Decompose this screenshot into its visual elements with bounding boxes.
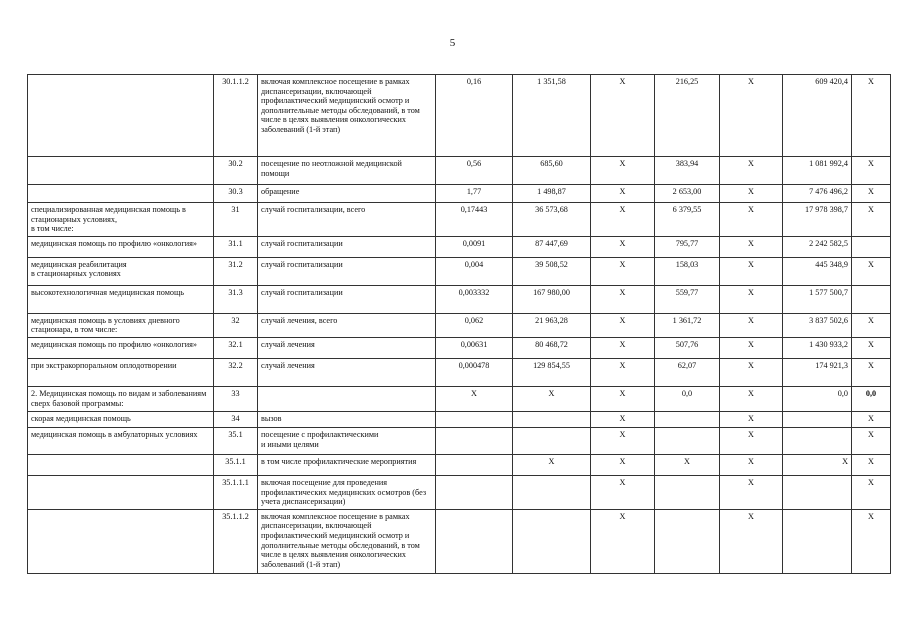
row-name bbox=[28, 75, 214, 157]
cell-col7 bbox=[852, 285, 891, 313]
cell-col7: Х bbox=[852, 75, 891, 157]
cell-col5: Х bbox=[720, 203, 783, 237]
cell-col3: Х bbox=[591, 157, 655, 185]
row-unit: случай госпитализации bbox=[258, 285, 436, 313]
table-row bbox=[28, 185, 891, 203]
cell-col5: Х bbox=[720, 454, 783, 475]
table-row bbox=[28, 475, 891, 509]
cell-norm bbox=[436, 475, 513, 509]
cell-cost: 87 447,69 bbox=[513, 236, 591, 257]
cell-col5: Х bbox=[720, 427, 783, 454]
table-row bbox=[28, 427, 891, 454]
row-code: 31.1 bbox=[214, 236, 258, 257]
row-name: медицинская помощь в условиях дневного стационара, в том числе: bbox=[28, 313, 214, 337]
cell-norm: 0,004 bbox=[436, 257, 513, 285]
cell-cost bbox=[513, 509, 591, 573]
cell-col4: 216,25 bbox=[655, 75, 720, 157]
cell-col3: Х bbox=[591, 313, 655, 337]
row-unit: обращение bbox=[258, 185, 436, 203]
cell-col7: Х bbox=[852, 411, 891, 427]
cell-col6: 609 420,4 bbox=[783, 75, 852, 157]
row-code: 31 bbox=[214, 203, 258, 237]
cell-col7: Х bbox=[852, 454, 891, 475]
cell-col4: 6 379,55 bbox=[655, 203, 720, 237]
page-number: 5 bbox=[449, 37, 456, 49]
cell-norm: 0,0091 bbox=[436, 236, 513, 257]
cell-col6 bbox=[783, 427, 852, 454]
cell-col3: Х bbox=[591, 337, 655, 358]
cell-col4 bbox=[655, 509, 720, 573]
row-name: медицинская помощь по профилю «онкология» bbox=[28, 337, 214, 358]
cell-col5: Х bbox=[720, 475, 783, 509]
row-code: 33 bbox=[214, 386, 258, 411]
cell-norm: 1,77 bbox=[436, 185, 513, 203]
cell-col3: Х bbox=[591, 185, 655, 203]
cell-col6: 0,0 bbox=[783, 386, 852, 411]
row-unit: случай лечения bbox=[258, 358, 436, 386]
cell-col7: Х bbox=[852, 185, 891, 203]
cell-col6: 7 476 496,2 bbox=[783, 185, 852, 203]
cell-col4: 383,94 bbox=[655, 157, 720, 185]
cell-col5: Х bbox=[720, 157, 783, 185]
cell-col5: Х bbox=[720, 411, 783, 427]
cell-col6: 1 430 933,2 bbox=[783, 337, 852, 358]
row-name: специализированная медицинская помощь в стационарных условиях, в том числе: bbox=[28, 203, 214, 237]
cell-norm bbox=[436, 411, 513, 427]
cell-col4 bbox=[655, 475, 720, 509]
row-unit: вызов bbox=[258, 411, 436, 427]
row-code: 34 bbox=[214, 411, 258, 427]
cell-col6: 3 837 502,6 bbox=[783, 313, 852, 337]
cell-norm bbox=[436, 509, 513, 573]
row-code: 35.1.1.1 bbox=[214, 475, 258, 509]
row-code: 32.2 bbox=[214, 358, 258, 386]
cell-norm bbox=[436, 427, 513, 454]
cell-cost: 80 468,72 bbox=[513, 337, 591, 358]
cell-col4: 2 653,00 bbox=[655, 185, 720, 203]
cell-col7: Х bbox=[852, 203, 891, 237]
row-code: 35.1 bbox=[214, 427, 258, 454]
row-code: 35.1.1 bbox=[214, 454, 258, 475]
cell-cost bbox=[513, 411, 591, 427]
cell-col3: Х bbox=[591, 454, 655, 475]
row-unit: включая посещение для проведения профилактических медицинских осмотров (без учета диспансеризации) bbox=[258, 475, 436, 509]
cell-col7: Х bbox=[852, 427, 891, 454]
cell-norm: 0,17443 bbox=[436, 203, 513, 237]
cell-col4: 559,77 bbox=[655, 285, 720, 313]
cell-col4: 1 361,72 bbox=[655, 313, 720, 337]
row-unit: включая комплексное посещение в рамках диспансеризации, включающей профилактический медицинский осмотр и дополнительные методы обследований, в том числе в целях выявления онкологических заболеваний (1-й этап) bbox=[258, 509, 436, 573]
row-name: медицинская помощь по профилю «онкология» bbox=[28, 236, 214, 257]
table-row bbox=[28, 257, 891, 285]
cell-col6 bbox=[783, 475, 852, 509]
row-code: 30.3 bbox=[214, 185, 258, 203]
table-row bbox=[28, 75, 891, 157]
table-row bbox=[28, 337, 891, 358]
cell-cost: 167 980,00 bbox=[513, 285, 591, 313]
cell-col6: 1 577 500,7 bbox=[783, 285, 852, 313]
cell-norm: 0,16 bbox=[436, 75, 513, 157]
row-unit: случай госпитализации, всего bbox=[258, 203, 436, 237]
cell-col3: Х bbox=[591, 475, 655, 509]
row-unit: случай лечения, всего bbox=[258, 313, 436, 337]
cell-col4: 795,77 bbox=[655, 236, 720, 257]
cell-cost bbox=[513, 475, 591, 509]
cell-col4: 507,76 bbox=[655, 337, 720, 358]
cell-col5: Х bbox=[720, 337, 783, 358]
cell-cost: 129 854,55 bbox=[513, 358, 591, 386]
table-row bbox=[28, 358, 891, 386]
table-row bbox=[28, 411, 891, 427]
row-name: высокотехнологичная медицинская помощь bbox=[28, 285, 214, 313]
cell-col3: Х bbox=[591, 203, 655, 237]
cell-norm bbox=[436, 454, 513, 475]
data-table bbox=[27, 74, 891, 574]
row-unit: включая комплексное посещение в рамках диспансеризации, включающей профилактический медицинский осмотр и дополнительные методы обследований, в том числе в целях выявления онкологических заболеваний (1-й этап) bbox=[258, 75, 436, 157]
row-name: при экстракорпоральном оплодотворении bbox=[28, 358, 214, 386]
table-row bbox=[28, 313, 891, 337]
cell-norm: 0,56 bbox=[436, 157, 513, 185]
table-row bbox=[28, 157, 891, 185]
row-name bbox=[28, 509, 214, 573]
cell-cost: 39 508,52 bbox=[513, 257, 591, 285]
row-name bbox=[28, 475, 214, 509]
row-name: 2. Медицинская помощь по видам и заболеваниям сверх базовой программы: bbox=[28, 386, 214, 411]
row-code: 30.1.1.2 bbox=[214, 75, 258, 157]
cell-col3: Х bbox=[591, 427, 655, 454]
cell-col7: Х bbox=[852, 509, 891, 573]
cell-col7: Х bbox=[852, 475, 891, 509]
row-code: 31.3 bbox=[214, 285, 258, 313]
row-name bbox=[28, 185, 214, 203]
row-name: медицинская реабилитация в стационарных условиях bbox=[28, 257, 214, 285]
table-row bbox=[28, 236, 891, 257]
cell-col6 bbox=[783, 509, 852, 573]
cell-col5: Х bbox=[720, 236, 783, 257]
table-row bbox=[28, 454, 891, 475]
cell-cost: 685,60 bbox=[513, 157, 591, 185]
cell-cost: 36 573,68 bbox=[513, 203, 591, 237]
cell-col7 bbox=[852, 236, 891, 257]
cell-cost: Х bbox=[513, 386, 591, 411]
row-unit bbox=[258, 386, 436, 411]
cell-col5: Х bbox=[720, 386, 783, 411]
cell-norm: 0,000478 bbox=[436, 358, 513, 386]
row-name: скорая медицинская помощь bbox=[28, 411, 214, 427]
row-name bbox=[28, 157, 214, 185]
cell-col5: Х bbox=[720, 75, 783, 157]
row-code: 31.2 bbox=[214, 257, 258, 285]
cell-col3: Х bbox=[591, 386, 655, 411]
cell-col5: Х bbox=[720, 509, 783, 573]
row-unit: случай госпитализации bbox=[258, 236, 436, 257]
cell-col3: Х bbox=[591, 75, 655, 157]
cell-norm: 0,003332 bbox=[436, 285, 513, 313]
row-name bbox=[28, 454, 214, 475]
cell-col4: 158,03 bbox=[655, 257, 720, 285]
cell-col6: 2 242 582,5 bbox=[783, 236, 852, 257]
table-row bbox=[28, 509, 891, 573]
cell-cost: 1 498,87 bbox=[513, 185, 591, 203]
cell-col7: Х bbox=[852, 358, 891, 386]
row-unit: случай госпитализации bbox=[258, 257, 436, 285]
cell-col4 bbox=[655, 427, 720, 454]
cell-col6 bbox=[783, 411, 852, 427]
cell-col5: Х bbox=[720, 285, 783, 313]
cell-col4: 0,0 bbox=[655, 386, 720, 411]
table-row bbox=[28, 285, 891, 313]
cell-col6: Х bbox=[783, 454, 852, 475]
row-code: 32 bbox=[214, 313, 258, 337]
cell-col7: Х bbox=[852, 313, 891, 337]
cell-col5: Х bbox=[720, 257, 783, 285]
row-unit: посещение по неотложной медицинской помощи bbox=[258, 157, 436, 185]
cell-col3: Х bbox=[591, 236, 655, 257]
row-code: 30.2 bbox=[214, 157, 258, 185]
cell-norm: 0,062 bbox=[436, 313, 513, 337]
table-row bbox=[28, 203, 891, 237]
cell-col7: Х bbox=[852, 257, 891, 285]
cell-col3: Х bbox=[591, 285, 655, 313]
cell-cost bbox=[513, 427, 591, 454]
cell-norm: Х bbox=[436, 386, 513, 411]
cell-col5: Х bbox=[720, 185, 783, 203]
table-row bbox=[28, 386, 891, 411]
cell-col7: 0,0 bbox=[852, 386, 891, 411]
cell-col6: 445 348,9 bbox=[783, 257, 852, 285]
row-code: 35.1.1.2 bbox=[214, 509, 258, 573]
cell-col5: Х bbox=[720, 313, 783, 337]
cell-col4: 62,07 bbox=[655, 358, 720, 386]
cell-col3: Х bbox=[591, 509, 655, 573]
row-unit: посещение с профилактическими и иными целями bbox=[258, 427, 436, 454]
row-code: 32.1 bbox=[214, 337, 258, 358]
cell-col4 bbox=[655, 411, 720, 427]
cell-cost: Х bbox=[513, 454, 591, 475]
cell-col4: Х bbox=[655, 454, 720, 475]
cell-col6: 1 081 992,4 bbox=[783, 157, 852, 185]
cell-col3: Х bbox=[591, 411, 655, 427]
cell-col7: Х bbox=[852, 337, 891, 358]
cell-col6: 174 921,3 bbox=[783, 358, 852, 386]
cell-cost: 1 351,58 bbox=[513, 75, 591, 157]
cell-col5: Х bbox=[720, 358, 783, 386]
cell-col7: Х bbox=[852, 157, 891, 185]
cell-col3: Х bbox=[591, 358, 655, 386]
cell-col6: 17 978 398,7 bbox=[783, 203, 852, 237]
cell-cost: 21 963,28 bbox=[513, 313, 591, 337]
cell-norm: 0,00631 bbox=[436, 337, 513, 358]
row-unit: в том числе профилактические мероприятия bbox=[258, 454, 436, 475]
row-unit: случай лечения bbox=[258, 337, 436, 358]
cell-col3: Х bbox=[591, 257, 655, 285]
row-name: медицинская помощь в амбулаторных условиях bbox=[28, 427, 214, 454]
